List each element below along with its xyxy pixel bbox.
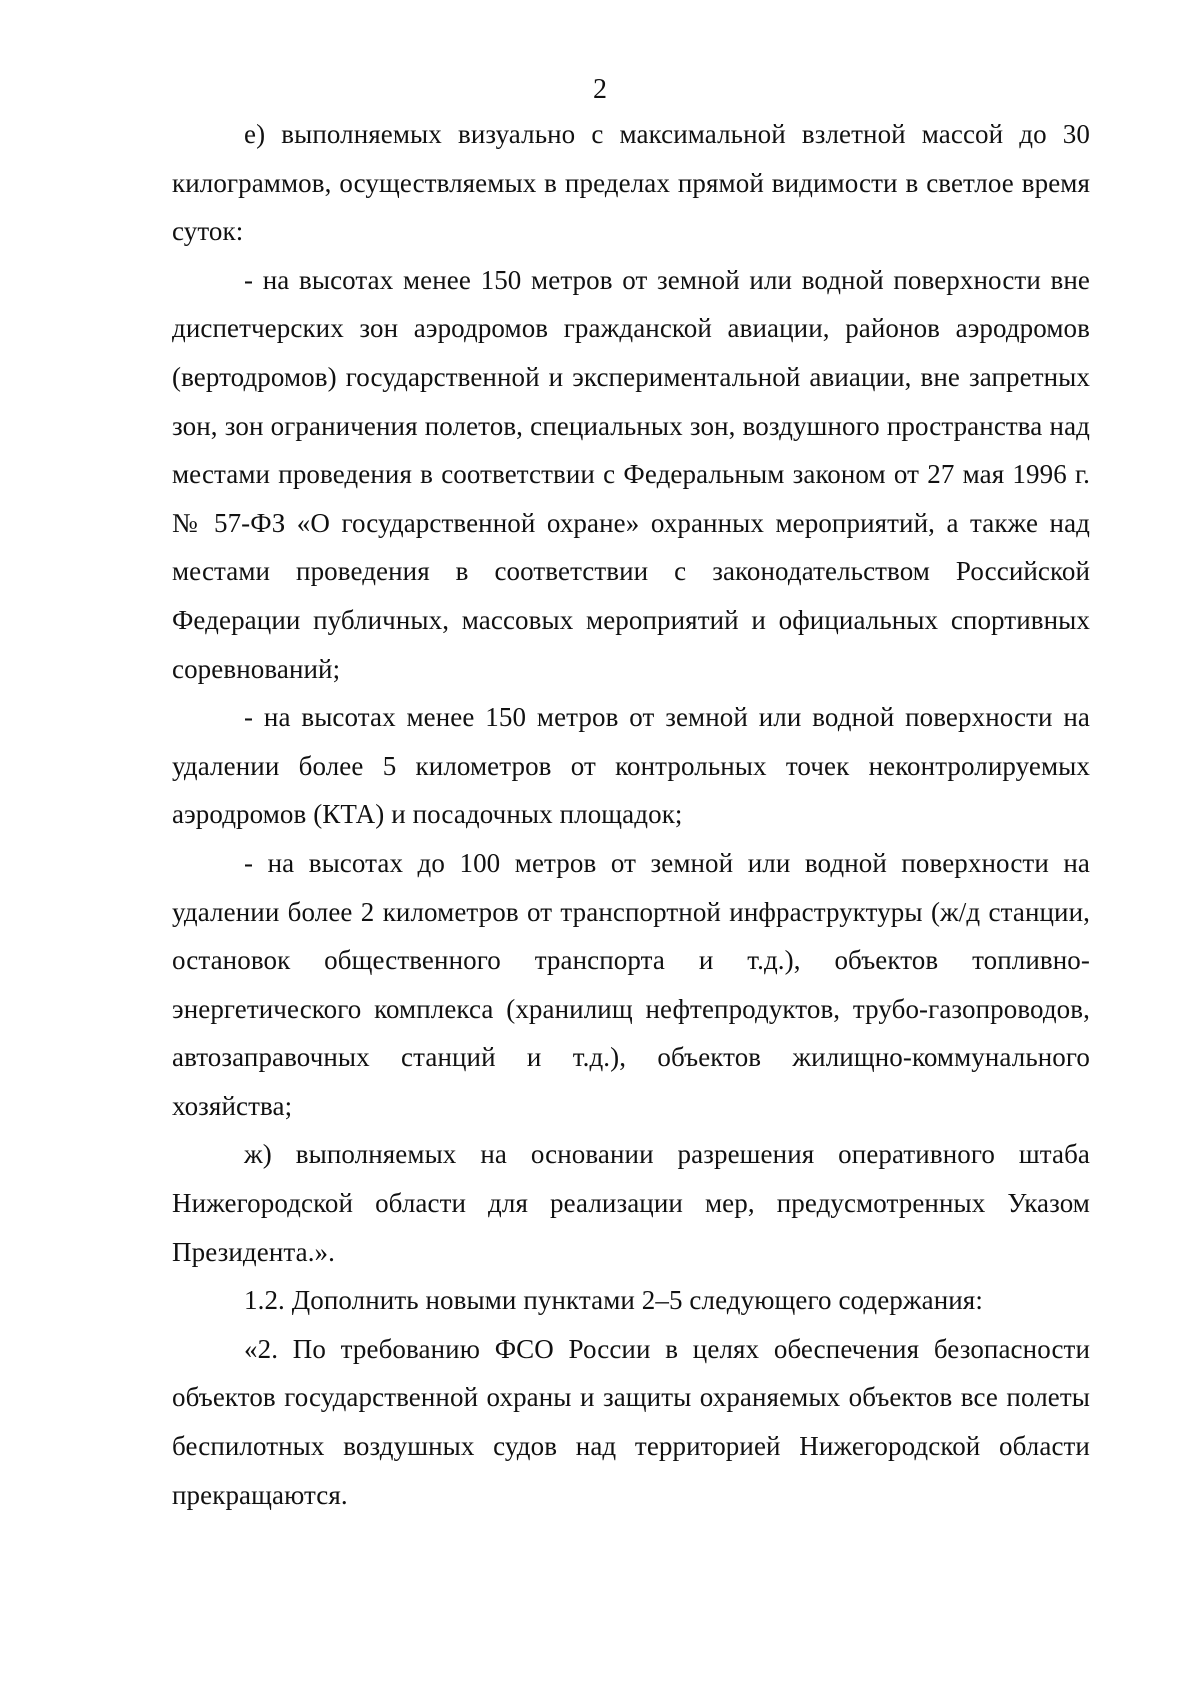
document-body [172,110,1090,1519]
paragraph-bullet-100m-infrastructure: - на высотах до 100 метров от земной или водной поверхности на удалении более 2 километров от транспортной инфраструктуры (ж/д станции, остановок общественного транспорта и т.д.), объектов топливно-энергетического комплекса (хранилищ нефтепродуктов, трубо-газопроводов, автозаправочных станций и т.д.), объектов жилищно-коммунального хозяйства; [172,847,1090,1121]
paragraph-bullet-150m-kta: - на высотах менее 150 метров от земной или водной поверхности на удалении более 5 километров от контрольных точек неконтролируемых аэродромов (КТА) и посадочных площадок; [172,702,1090,830]
paragraph-bullet-150m-zones: - на высотах менее 150 метров от земной или водной поверхности вне диспетчерских зон аэродромов гражданской авиации, районов аэродромов (вертодромов) государственной и экспериментальной авиации, вне запретных зон, зон ограничения полетов, специальных зон, воздушного пространства над местами проведения в соответствии с Федеральным законом от 27 мая 1996 г. № 57-ФЗ «О государственной охране» охранных мероприятий, а также над местами проведения в соответствии с законодательством Российской Федерации публичных, массовых мероприятий и официальных спортивных соревнований; [172,264,1090,684]
page-number: 2 [593,74,607,105]
paragraph-section-1-2: 1.2. Дополнить новыми пунктами 2–5 следующего содержания: [244,1285,983,1316]
paragraph-point-2: «2. По требованию ФСО России в целях обеспечения безопасности объектов государственной охраны и защиты охраняемых объектов все полеты беспилотных воздушных судов над территорией Нижегородской области прекращаются. [172,1333,1090,1510]
paragraph-item-zh: ж) выполняемых на основании разрешения оперативного штаба Нижегородской области для реализации мер, предусмотренных Указом Президента.». [172,1139,1090,1267]
paragraph-item-e: е) выполняемых визуально с максимальной взлетной массой до 30 килограммов, осуществляемых в пределах прямой видимости в светлое время суток: [172,119,1090,247]
